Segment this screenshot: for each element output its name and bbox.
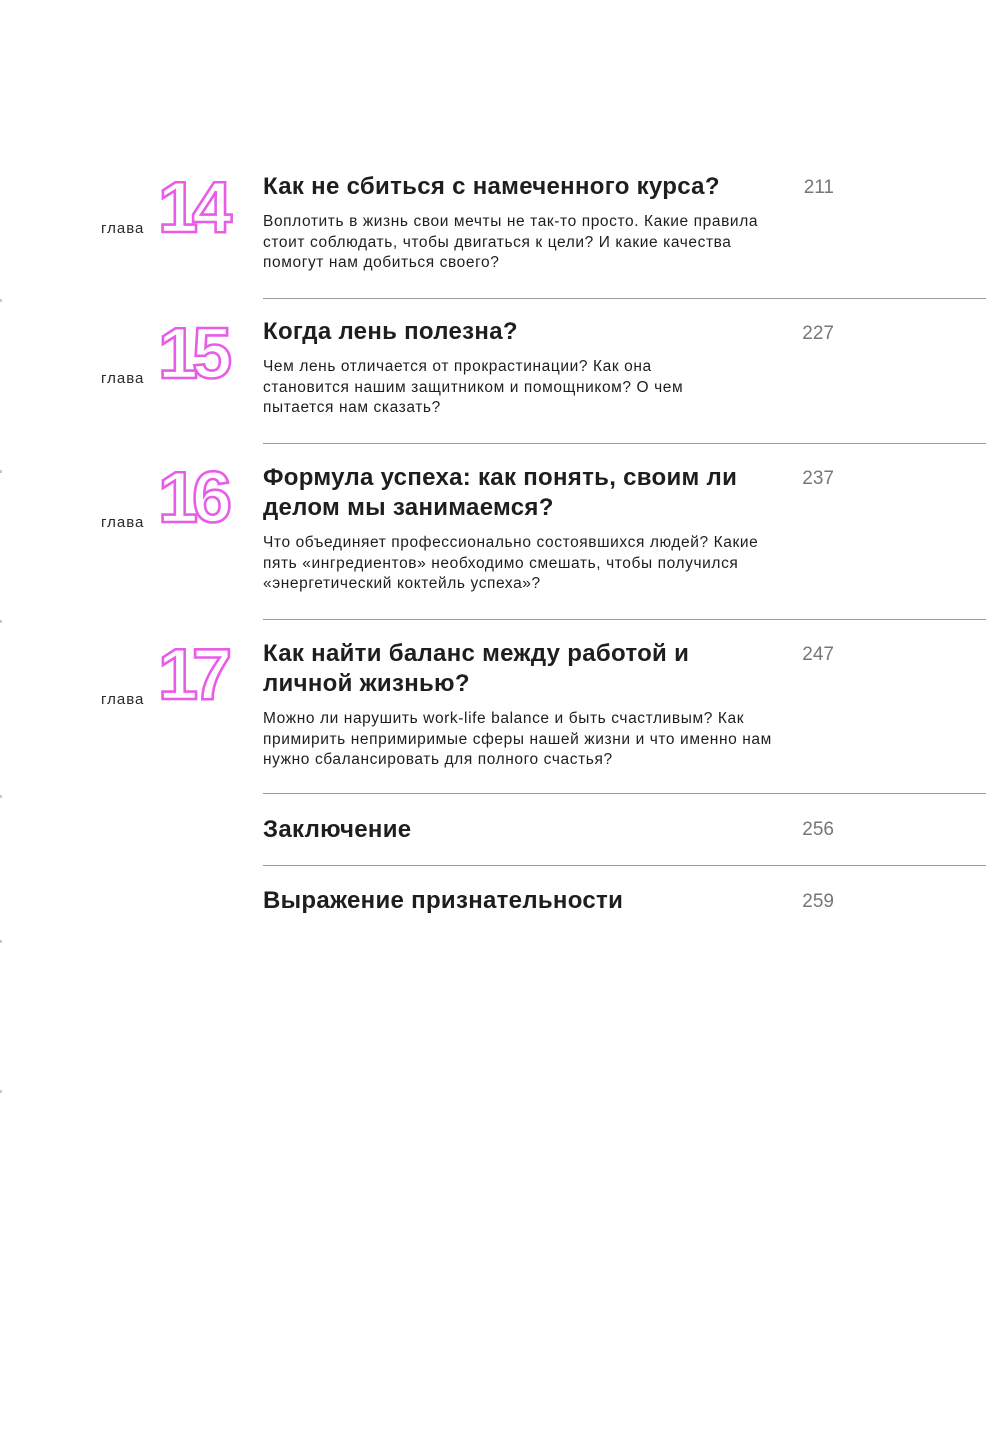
chapter-title: Как найти баланс между работой и личной жизнью? — [263, 640, 690, 697]
divider — [263, 443, 986, 444]
section-title: Заключение — [263, 816, 412, 843]
chapter-title: Формула успеха: как понять, своим ли делом мы занимаемся? — [263, 464, 738, 521]
page-number: 227 — [802, 323, 834, 344]
chapter-description: Что объединяет профессионально состоявшихся людей? Какие пять «ингредиентов» необходимо смешать, чтобы получился «энергетический коктейль успеха»? — [263, 534, 759, 592]
section-title: Выражение признательности — [263, 887, 624, 914]
edge-mark — [0, 299, 2, 302]
edge-mark — [0, 940, 2, 943]
chapter-number: 16 — [158, 458, 227, 538]
page-number: 256 — [802, 819, 834, 840]
divider — [263, 619, 986, 620]
page-number: 211 — [803, 177, 834, 198]
page-number: 247 — [802, 644, 834, 665]
chapter-label: глава — [101, 220, 145, 237]
chapter-label: глава — [101, 370, 145, 387]
chapter-title: Как не сбиться с намеченного курса? — [263, 173, 720, 200]
chapter-number: 15 — [158, 314, 227, 394]
chapter-description: Воплотить в жизнь свои мечты не так-то просто. Какие правила стоит соблюдать, чтобы двигаться к цели? И какие качества помогут нам добиться своего? — [263, 213, 759, 271]
chapter-label: глава — [101, 514, 145, 531]
chapter-number: 14 — [158, 168, 227, 248]
divider — [263, 298, 986, 299]
page-number: 259 — [802, 891, 834, 912]
edge-mark — [0, 620, 2, 623]
chapter-number: 17 — [158, 635, 227, 715]
chapter-description: Чем лень отличается от прокрастинации? Как она становится нашим защитником и помощником? О чем пытается нам сказать? — [263, 358, 684, 416]
page-number: 237 — [802, 468, 834, 489]
chapter-description: Можно ли нарушить work-life balance и быть счастливым? Как примирить непримиримые сферы нашей жизни и что именно нам нужно сбалансировать для полного счастья? — [263, 710, 772, 768]
divider — [263, 793, 986, 794]
edge-mark — [0, 470, 2, 473]
edge-mark — [0, 1090, 2, 1093]
chapter-label: глава — [101, 691, 145, 708]
edge-mark — [0, 795, 2, 798]
divider — [263, 865, 986, 866]
chapter-title: Когда лень полезна? — [263, 318, 518, 345]
